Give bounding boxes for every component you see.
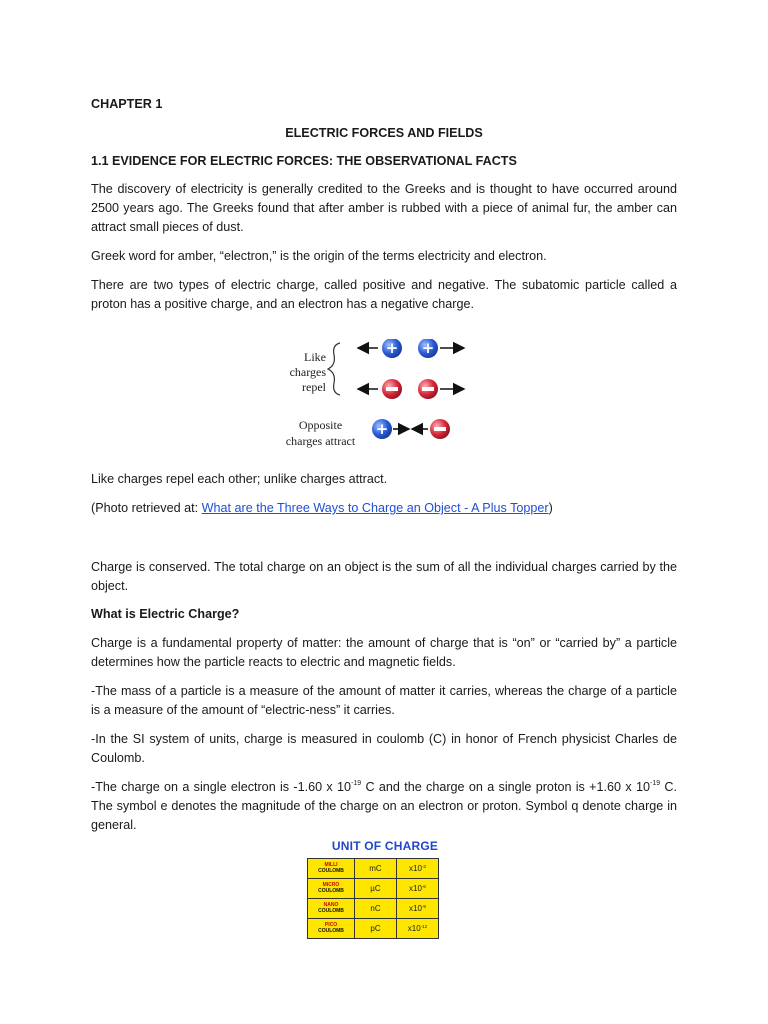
section-heading: 1.1 EVIDENCE FOR ELECTRIC FORCES: THE OBSERVATIONAL FACTS <box>91 154 517 168</box>
prefix-label: MICRO <box>322 882 340 888</box>
factor-cell <box>397 919 439 939</box>
factor-cell <box>397 859 439 879</box>
electron-charge-text: -The charge on a single electron is -1.60 x 10 <box>91 780 352 794</box>
symbol-cell: mC <box>355 859 397 879</box>
photo-credit-prefix: (Photo retrieved at: <box>91 501 202 515</box>
factor-base: x10 <box>409 904 422 913</box>
photo-source-link[interactable]: What are the Three Ways to Charge an Object - A Plus Topper <box>201 501 549 515</box>
factor-exponent: -3 <box>421 864 426 869</box>
unit-label: COULOMB <box>318 887 344 894</box>
figure-label-charges: charges <box>289 365 326 379</box>
table-row <box>308 899 439 919</box>
photo-credit <box>91 499 677 518</box>
paragraph-conservation: Charge is conserved. The total charge on an object is the sum of all the individual charges carried by the object. <box>91 560 677 593</box>
unit-of-charge-title: UNIT OF CHARGE <box>331 839 439 853</box>
exponent: -19 <box>351 780 362 787</box>
paragraph-fundamental: Charge is a fundamental property of matter: the amount of charge that is “on” or “carried by” a particle determines how the particle reacts to electric and magnetic fields. <box>91 636 677 669</box>
factor-cell <box>397 899 439 919</box>
factor-base: x10 <box>409 884 422 893</box>
symbol-cell: pC <box>355 919 397 939</box>
table-row <box>308 879 439 899</box>
factor-exponent: -6 <box>421 884 426 889</box>
paragraph-amber: Greek word for amber, “electron,” is the origin of the terms electricity and electron. <box>91 249 547 263</box>
unit-label: COULOMB <box>318 867 344 874</box>
prefix-label: PICO <box>324 922 338 928</box>
symbol-e-text: C. The symbol e denotes the magnitude of the charge on an electron or proton. Symbol q denote charge in general. <box>91 780 678 832</box>
prefix-label: MILLI <box>324 862 338 868</box>
figure-label-repel: repel <box>302 380 326 394</box>
paragraph-si-units: -In the SI system of units, charge is measured in coulomb (C) in honor of French physicist Charles de Coulomb. <box>91 732 677 765</box>
photo-credit-suffix: ) <box>548 501 553 515</box>
svg-text:+: + <box>385 339 399 357</box>
svg-text:+: + <box>421 339 435 357</box>
svg-text:+: + <box>375 420 389 438</box>
factor-exponent: -12 <box>420 924 428 929</box>
symbol-cell: nC <box>355 899 397 919</box>
chapter-label: CHAPTER 1 <box>91 97 163 111</box>
exponent: -19 <box>649 780 661 787</box>
figure-label-opposite: Opposite <box>298 418 343 432</box>
charges-diagram <box>278 339 478 451</box>
paragraph-electron-charge <box>91 778 677 835</box>
figure-label-charges-attract: charges attract <box>285 434 356 448</box>
table-row <box>308 859 439 879</box>
factor-cell <box>397 879 439 899</box>
paragraph-mass: -The mass of a particle is a measure of the amount of matter it carries, whereas the charge of a particle is a measure of the amount of “electric-ness” it carries. <box>91 684 677 717</box>
chapter-title: ELECTRIC FORCES AND FIELDS <box>285 126 483 140</box>
prefix-cell <box>308 859 355 879</box>
prefix-label: NANO <box>323 902 339 908</box>
proton-charge-text: C and the charge on a single proton is +1.60 x 10 <box>361 780 650 794</box>
paragraph-charge-types: There are two types of electric charge, called positive and negative. The subatomic particle called a proton has a positive charge, and an electron has a negative charge. <box>91 278 677 311</box>
prefix-cell <box>308 879 355 899</box>
figure-caption: Like charges repel each other; unlike charges attract. <box>91 472 388 486</box>
factor-exponent: -9 <box>421 904 426 909</box>
table-row <box>308 919 439 939</box>
factor-base: x10 <box>407 924 421 933</box>
brace-icon <box>328 343 340 395</box>
unit-of-charge-table <box>307 858 439 939</box>
paragraph-discovery: The discovery of electricity is generally credited to the Greeks and is thought to have occurred around 2500 years ago. The Greeks found that after amber is rubbed with a piece of animal fur, the amber can attract small pieces of dust. <box>91 182 677 234</box>
symbol-cell: µC <box>355 879 397 899</box>
heading-what-is-charge: What is Electric Charge? <box>91 607 240 621</box>
charges-figure <box>278 339 478 451</box>
figure-label-like: Like <box>304 350 326 364</box>
prefix-cell <box>308 919 355 939</box>
factor-base: x10 <box>409 864 422 873</box>
unit-label: COULOMB <box>318 907 344 914</box>
unit-label: COULOMB <box>318 927 344 934</box>
prefix-cell <box>308 899 355 919</box>
